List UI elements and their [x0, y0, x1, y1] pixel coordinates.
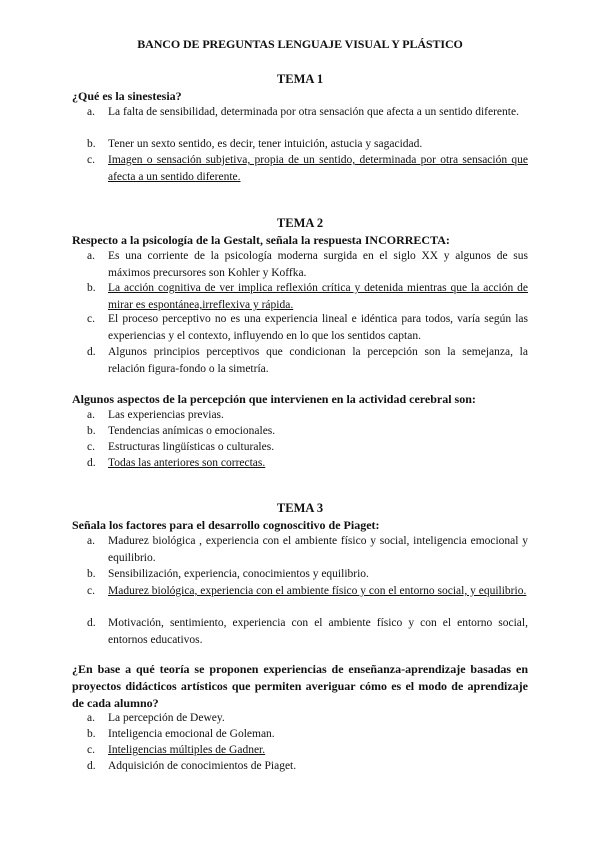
option-letter: c.: [87, 744, 95, 756]
option-text: Motivación, sentimiento, experiencia con el ambiente físico y con el entorno social, entornos educativos.: [108, 617, 528, 646]
option-text: Inteligencias múltiples de Gadner.: [108, 744, 266, 756]
option-text: El proceso perceptivo no es una experiencia lineal e idéntica para todos, varía según las experiencias y el contexto, influyendo en lo que los sentidos captan.: [108, 313, 528, 342]
answer-option: [87, 566, 528, 583]
option-letter: c.: [87, 585, 95, 597]
option-letter: a.: [87, 712, 95, 724]
option-letter: b.: [87, 568, 96, 580]
option-letter: b.: [87, 728, 96, 740]
answer-option: [87, 615, 528, 649]
question-prompt: Algunos aspectos de la percepción que intervienen en la actividad cerebral son:: [72, 392, 476, 406]
option-letter: c.: [87, 441, 95, 453]
option-letter: a.: [87, 409, 95, 421]
option-letter: d.: [87, 617, 96, 629]
option-text: Estructuras lingüísticas o culturales.: [108, 441, 275, 453]
option-letter: d.: [87, 346, 96, 358]
answer-option: [87, 104, 528, 121]
option-text: Imagen o sensación subjetiva, propia de un sentido, determinada por otra sensación que afecta a un sentido diferente.: [108, 154, 528, 183]
answer-option-correct: [87, 742, 528, 759]
option-text: Algunos principios perceptivos que condicionan la percepción son la semejanza, la relación figura-fondo o la simetría.: [108, 346, 528, 375]
section-heading-tema-2: TEMA 2: [276, 216, 324, 230]
option-letter: c.: [87, 313, 95, 325]
answer-option: [87, 248, 528, 282]
option-text: Sensibilización, experiencia, conocimientos y equilibrio.: [108, 568, 369, 580]
option-letter: a.: [87, 250, 95, 262]
answer-option: [87, 533, 528, 567]
option-text: Es una corriente de la psicología moderna surgida en el siglo XX y algunos de sus máximos precursores son Kohler y Koffka.: [108, 250, 528, 279]
option-text: Madurez biológica , experiencia con el ambiente físico y social, inteligencia emocional y equilibrio.: [108, 535, 528, 564]
option-letter: c.: [87, 154, 95, 166]
option-text: Las experiencias previas.: [108, 409, 224, 421]
option-text: La acción cognitiva de ver implica reflexión crítica y detenida mientras que la acción de mirar es espontánea,irreflexiva y rápida.: [108, 282, 528, 311]
option-text: Madurez biológica, experiencia con el ambiente físico y con el entorno social, y equilibrio.: [108, 585, 527, 597]
question-prompt: Señala los factores para el desarrollo cognoscitivo de Piaget:: [72, 518, 380, 532]
answer-option-correct: [87, 152, 528, 186]
question-prompt: ¿En base a qué teoría se proponen experiencias de enseñanza-aprendizaje basadas en proyectos didácticos artísticos que permiten averiguar cómo es el modo de aprendizaje de cada alumno?: [72, 662, 528, 710]
question-prompt: ¿Qué es la sinestesia?: [72, 89, 182, 103]
option-text: Adquisición de conocimientos de Piaget.: [108, 760, 297, 772]
answer-option: [87, 407, 528, 424]
option-letter: b.: [87, 282, 96, 294]
answer-option-correct: [87, 280, 528, 314]
option-letter: b.: [87, 138, 96, 150]
answer-option-correct: [87, 583, 528, 600]
answer-option: [87, 344, 528, 378]
option-letter: d.: [87, 760, 96, 772]
option-text: Inteligencia emocional de Goleman.: [108, 728, 275, 740]
option-text: La percepción de Dewey.: [108, 712, 225, 724]
document-title: BANCO DE PREGUNTAS LENGUAJE VISUAL Y PLÁSTICO: [137, 37, 463, 51]
option-letter: d.: [87, 457, 96, 469]
answer-option: [87, 136, 528, 153]
option-letter: b.: [87, 425, 96, 437]
answer-option: [87, 423, 528, 440]
option-text: Tendencias anímicas o emocionales.: [108, 425, 276, 437]
answer-option-correct: [87, 455, 528, 472]
option-letter: a.: [87, 106, 95, 118]
question-prompt: Respecto a la psicología de la Gestalt, señala la respuesta INCORRECTA:: [72, 233, 450, 247]
option-text: Todas las anteriores son correctas.: [108, 457, 266, 469]
answer-option: [87, 758, 528, 775]
answer-option: [87, 311, 528, 345]
answer-option: [87, 726, 528, 743]
option-text: La falta de sensibilidad, determinada por otra sensación que afecta a un sentido diferente.: [108, 106, 519, 118]
answer-option: [87, 710, 528, 727]
option-text: Tener un sexto sentido, es decir, tener intuición, astucia y sagacidad.: [108, 138, 423, 150]
answer-option: [87, 439, 528, 456]
option-letter: a.: [87, 535, 95, 547]
section-heading-tema-3: TEMA 3: [276, 501, 324, 515]
section-heading-tema-1: TEMA 1: [276, 72, 324, 86]
